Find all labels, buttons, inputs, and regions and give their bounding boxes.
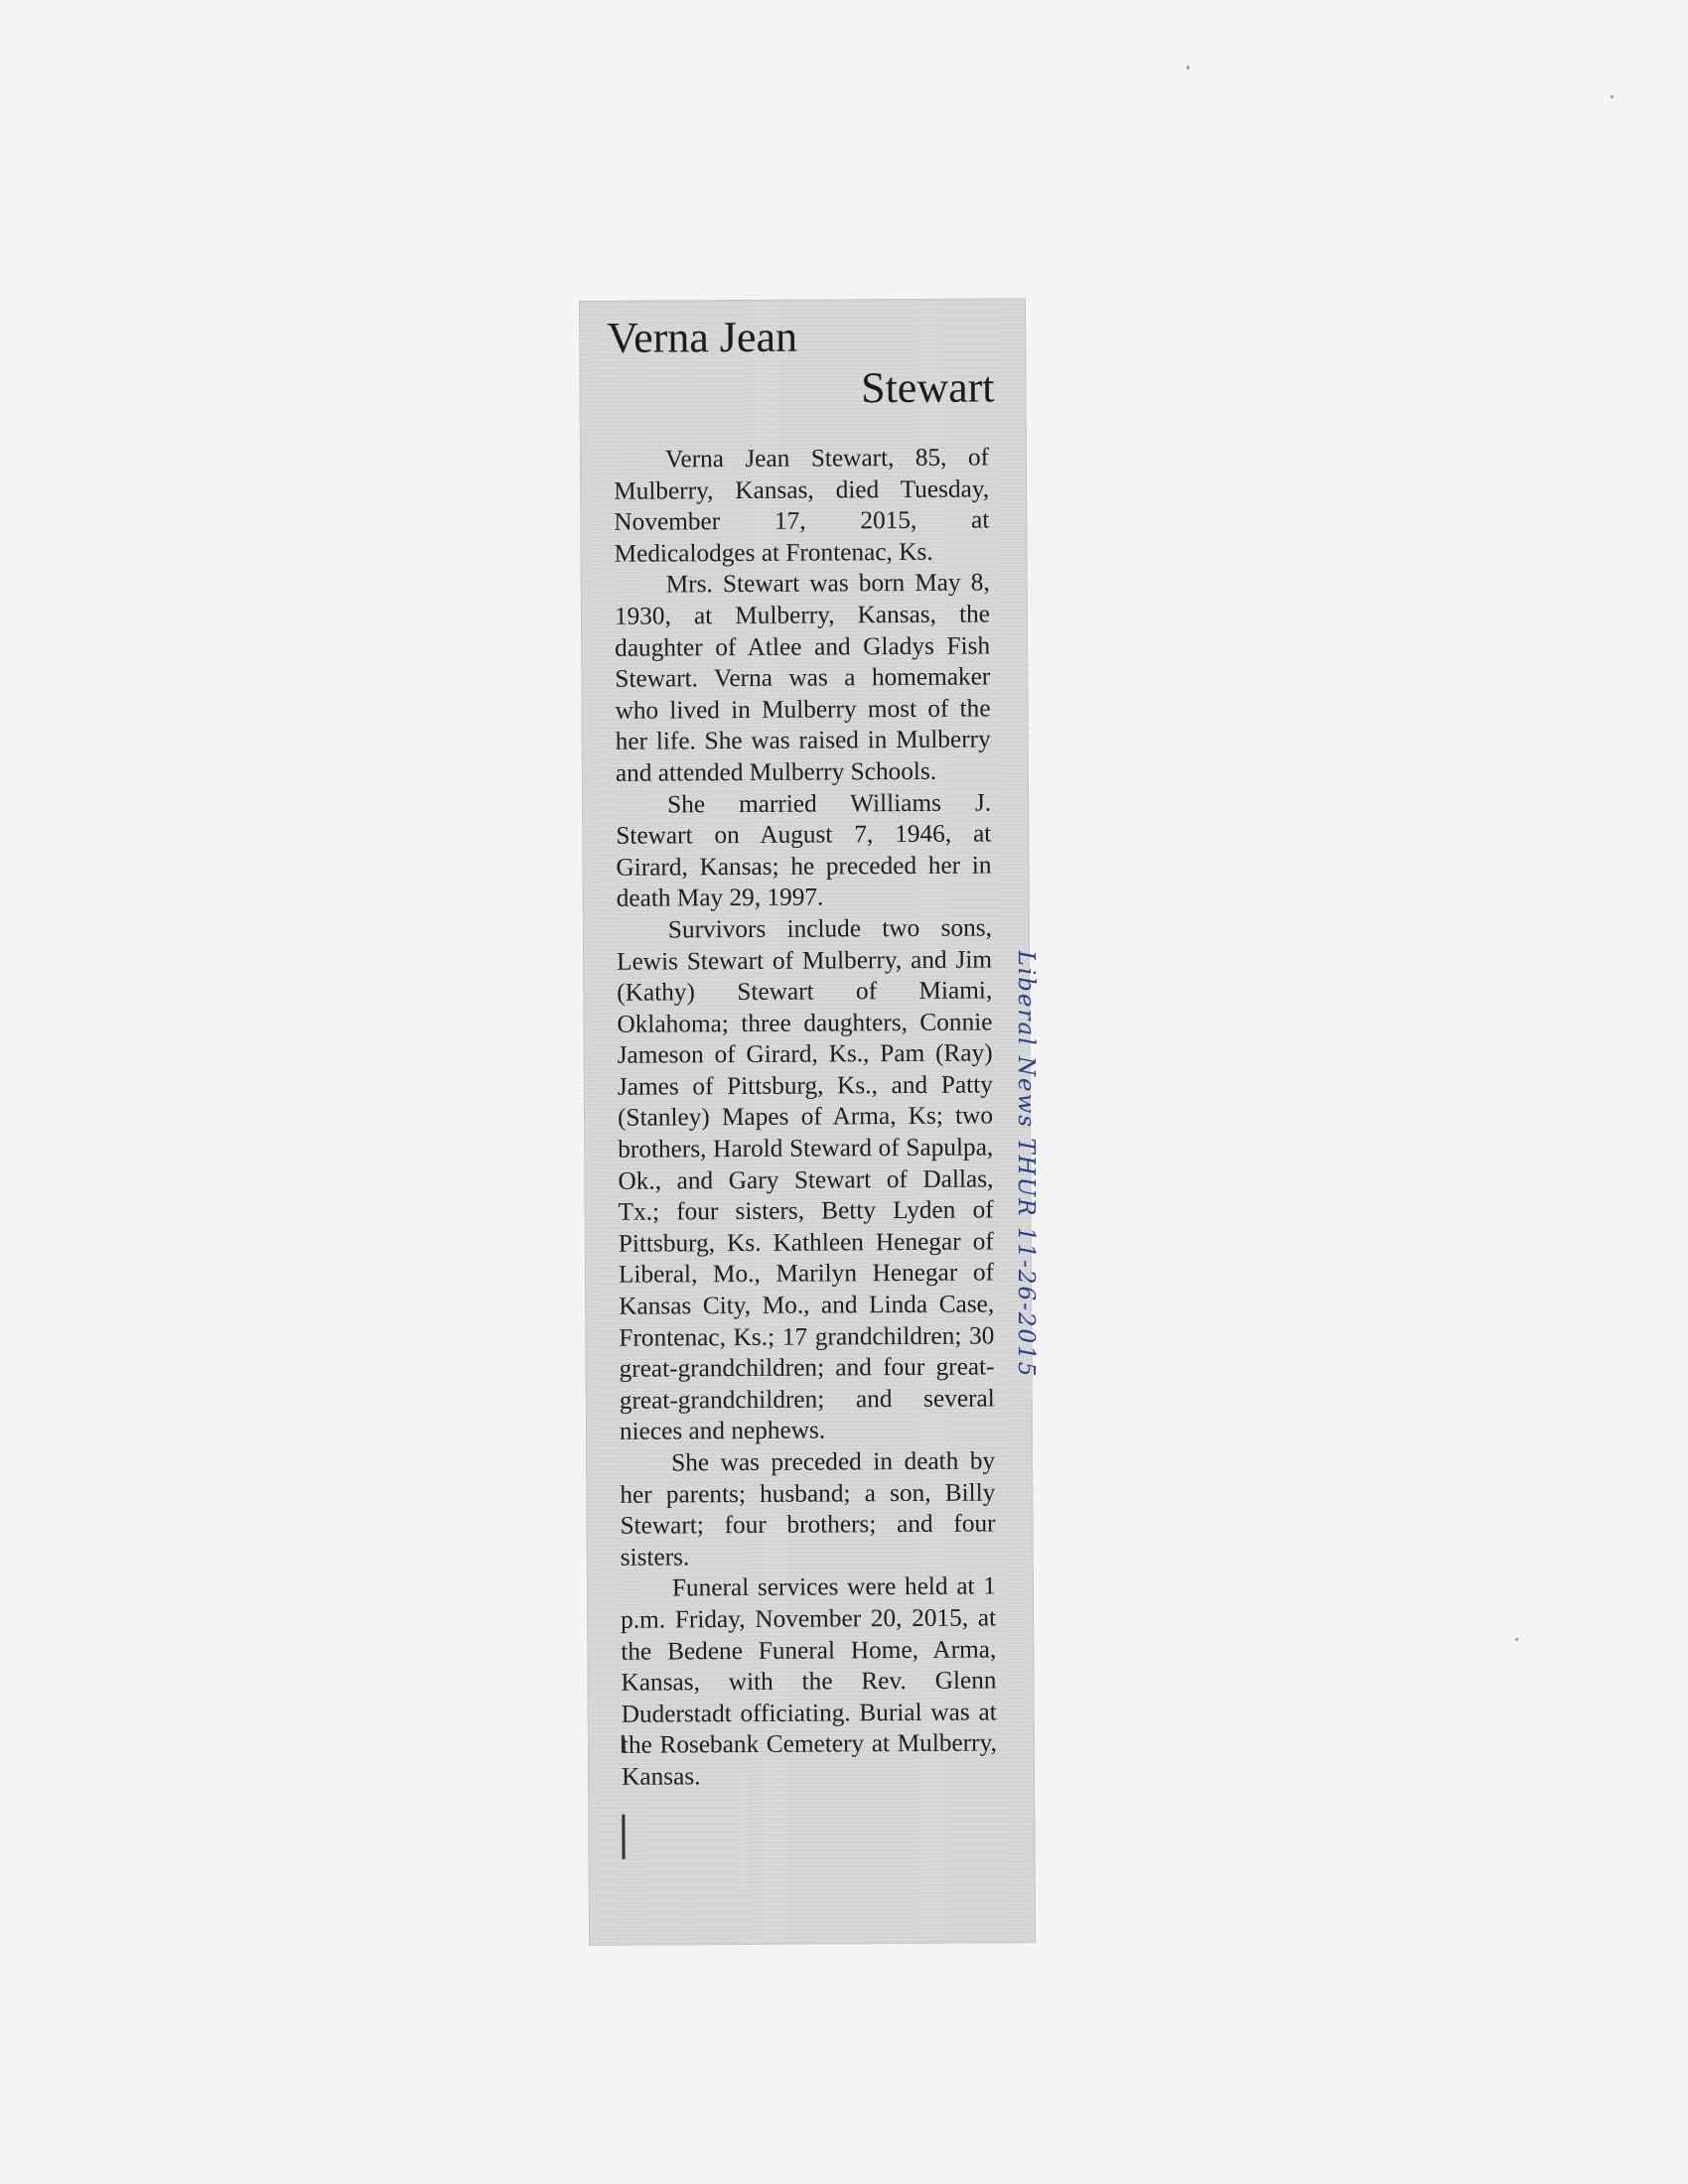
paragraph-marriage: She married Williams J. Stewart on August 7, 1946, at Girard, Kansas; he preceded her in death May 29, 1997.: [616, 788, 992, 913]
headline-first-line: Verna Jean: [607, 312, 798, 362]
obituary-body: [614, 442, 997, 1793]
scan-speck: [1611, 95, 1614, 98]
paragraph-death-notice: Verna Jean Stewart, 85, of Mulberry, Kansas, died Tuesday, November 17, 2015, at Medicalodges at Frontenac, Ks.: [614, 443, 990, 568]
paragraph-preceded: She was preceded in death by her parents; husband; a son, Billy Stewart; four brothers; and four sisters.: [620, 1446, 996, 1571]
scan-speck: [1187, 66, 1190, 69]
newspaper-clipping: [579, 298, 1036, 1946]
handwritten-note-text: Liberal News THUR 11-26-2015: [1013, 950, 1039, 1379]
obituary-headline: [607, 310, 995, 415]
headline-second-line: Stewart: [860, 362, 995, 413]
paragraph-services: Funeral services were held at 1 p.m. Friday, November 20, 2015, at the Bedene Funeral Home, Arma, Kansas, with the Rev. Glenn Duderstadt officiating. Burial was at the Rosebank Cemetery at Mulberry, Kansas.: [621, 1571, 997, 1791]
scan-speck: [1515, 1638, 1518, 1641]
paragraph-birth: Mrs. Stewart was born May 8, 1930, at Mulberry, Kansas, the daughter of Atlee and Gladys Fish Stewart. Verna was a homemaker who lived in Mulberry most of the her life. She was raised in Mulberry and attended Mulberry Schools.: [614, 568, 991, 787]
paragraph-survivors: Survivors include two sons, Lewis Stewart of Mulberry, and Jim (Kathy) Stewart of Miami, Oklahoma; three daughters, Connie Jameson of Girard, Ks., Pam (Ray) James of Pittsburg, Ks., and Patty (Stanley) Mapes of Arma, Ks; two brothers, Harold Steward of Sapulpa, Ok., and Gary Stewart of Dallas, Tx.; four sisters, Betty Lyden of Pittsburg, Ks. Kathleen Henegar of Liberal, Mo., Marilyn Henegar of Kansas City, Mo., and Linda Case, Frontenac, Ks.; 17 grandchildren; 30 great-grandchildren; and four great-great-grandchildren; and several nieces and nephews.: [616, 913, 995, 1446]
clipping-edge-mark: [622, 1815, 625, 1859]
